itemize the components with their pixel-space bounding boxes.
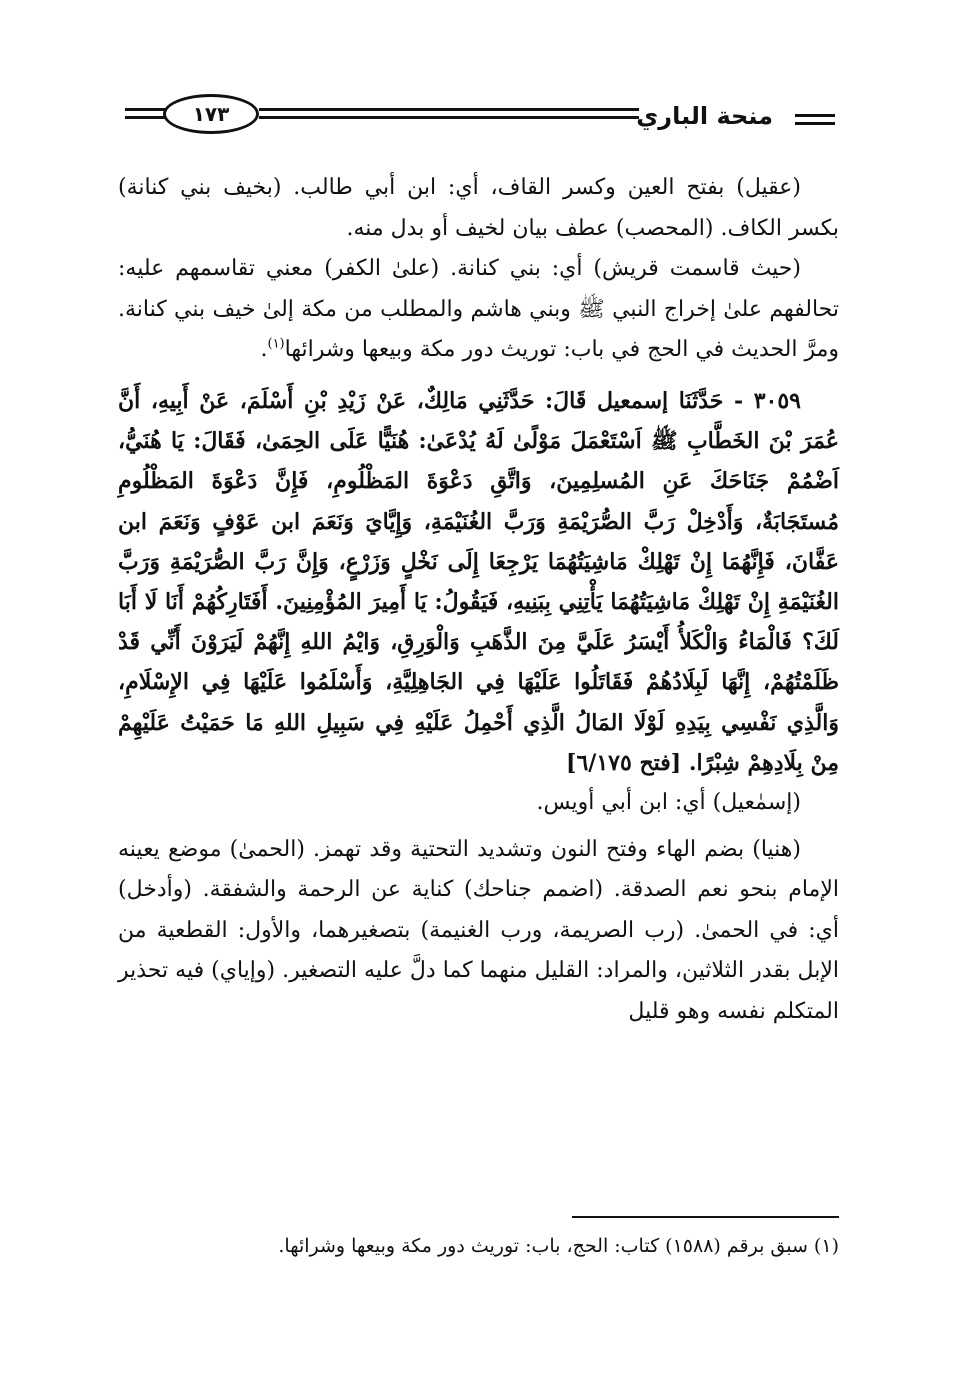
footnote: (١) سبق برقم (١٥٨٨) كتاب: الحج، باب: توريث دور مكة وبيعها وشرائها. (278, 1235, 839, 1257)
book-title: منحة الباري (636, 102, 773, 130)
header-rule-right-top (795, 114, 835, 117)
commentary-text: (حيث قاسمت قريش) أي: بني كنانة. (علىٰ الكفر) معني تقاسمهم عليه: تحالفهم علىٰ إخراج النبي ﷺ وبني هاشم والمطلب من مكة إلىٰ خيف بني كنانة. ومرَّ الحديث في الحج في باب: توريث دور مكة وبيعها وشرائها (118, 256, 839, 363)
header-rule-mid-top (259, 108, 639, 111)
hadith-text: ٣٠٥٩ - حَدَّثَنَا إسمعيل قَالَ: حَدَّثَنِي مَالِكٌ، عَنْ زَيْدِ بْنِ أَسْلَمَ، عَنْ أَبِيهِ، أَنَّ عُمَرَ بْنَ الخَطَّابِ ﷺ اَسْتَعْمَلَ مَوْلًىٰ لَهُ يُدْعَىٰ: هُنَيًّا عَلَى الحِمَىٰ، فَقَالَ: يَا هُنَيُّ، اَضْمُمْ جَنَاحَكَ عَنِ المُسلِمِينَ، وَاتَّقِ دَعْوَةَ المَظْلُومِ، فَإِنَّ دَعْوَةَ المَظْلُومِ مُستَجَابَةٌ، وَأَدْخِلْ رَبَّ الصُّرَيْمَةِ وَرَبَّ الغُنَيْمَةِ، وَإِيَّايَ وَنَعَمَ ابن عَوْفٍ وَنَعَمَ ابن عَفَّانَ، فَإِنَّهُمَا إِنْ تَهْلِكْ مَاشِيَتُهُمَا يَرْجِعَا إِلَى نَخْلٍ وَزَرْعٍ، وَإِنَّ رَبَّ الصُّرَيْمَةِ وَرَبَّ الغُنَيْمَةِ إِنْ تَهْلِكْ مَاشِيَتُهُمَا يَأْتِنِي بِبَنِيهِ، فَيَقُولُ: يَا أَمِيرَ المُؤْمِنِينَ. أَفَتَارِكُهُمْ أَنَا لَا أَبَا لَكَ؟ فَالْمَاءُ وَالْكَلأُ أَيْسَرُ عَلَيَّ مِنَ الذَّهَبِ وَالْوَرِقِ، وَايْمُ اللهِ إِنَّهُمْ لَيَرَوْنَ أَنِّي قَدْ ظَلَمْتُهُمْ، إِنَّهَا لَبِلَادُهُمْ فَقَاتَلُوا عَلَيْهَا فِي الجَاهِلِيَّةِ، وَأَسْلَمُوا عَلَيْهَا فِي الإِسْلَامِ، وَالَّذِي نَفْسِي بِيَدِهِ لَوْلَا المَالُ الَّذِي أَحْمِلُ عَلَيْهِ فِي سَبِيلِ اللهِ مَا حَمَيْتُ عَلَيْهِمْ مِنْ بِلَادِهِمْ شِبْرًا. [فتح ٦/١٧٥] (118, 387, 839, 776)
header-rule-left-bottom (125, 116, 165, 119)
page-number-badge (163, 94, 259, 134)
spacer (118, 371, 839, 377)
footnote-marker: (١) (267, 337, 285, 353)
page-header (125, 92, 835, 148)
header-rule-right-bottom (795, 122, 835, 125)
header-rule-left-top (125, 108, 165, 111)
header-rule-mid-bottom (259, 116, 639, 119)
commentary-paragraph: (إسمٰعيل) أي: ابن أبي أويس. (536, 790, 801, 815)
footnote-separator (572, 1216, 839, 1218)
page-number: ١٧٣ (192, 102, 230, 126)
main-text (118, 168, 839, 1033)
commentary-paragraph: (عقيل) بفتح العين وكسر القاف، أي: ابن أبي طالب. (بخيف بني كنانة) بكسر الكاف. (المحصب) عطف بيان لخيف أو بدل منه. (118, 175, 839, 241)
commentary-paragraph: (هنيا) بضم الهاء وفتح النون وتشديد التحتية وقد تهمز. (الحمىٰ) موضع يعينه الإمام بنحو نعم الصدقة. (اضمم جناحك) كناية عن الرحمة والشفقة. (وأدخل) أي: في الحمىٰ. (رب الصريمة، ورب الغنيمة) بتصغيرهما، والأول: القطعية من الإبل بقدر الثلاثين، والمراد: القليل منهما كما دلَّ عليه التصغير. (وإياي) فيه تحذير المتكلم نفسه وهو قليل (118, 836, 839, 1024)
commentary-paragraph: (حيث قاسمت قريش) أي: بني كنانة. (علىٰ الكفر) معني تقاسمهم عليه: تحالفهم علىٰ إخراج النبي ﷺ وبني هاشم والمطلب من مكة إلىٰ خيف بني كنانة. ومرَّ الحديث في الحج في باب: توريث دور مكة وبيعها وشرائها$^{(١)}$. (118, 256, 839, 363)
